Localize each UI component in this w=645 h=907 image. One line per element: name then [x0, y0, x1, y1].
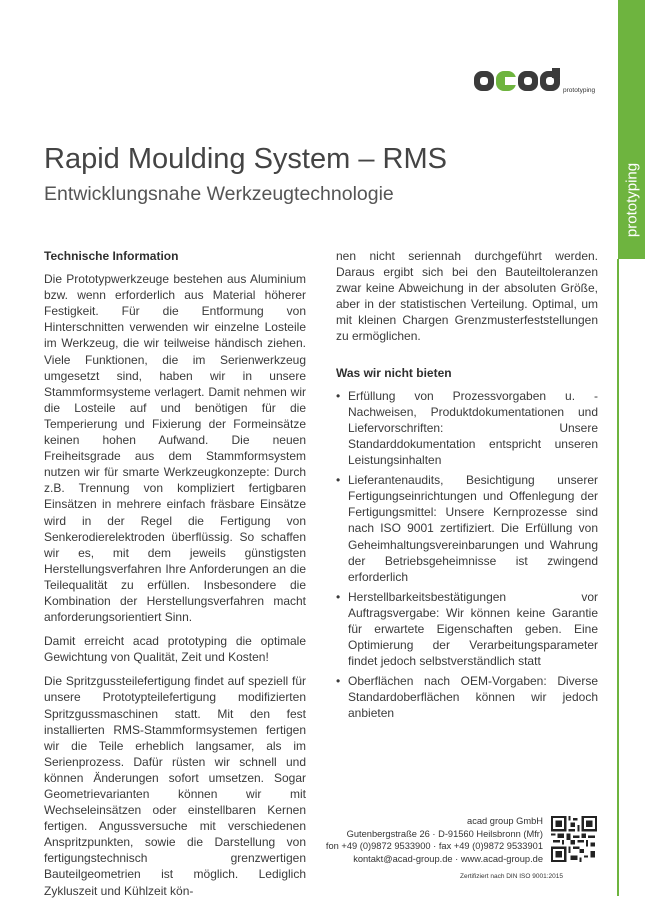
left-column	[44, 248, 306, 907]
side-tab	[618, 0, 645, 259]
page-subtitle: Entwicklungsnahe Werkzeugtechnologie	[44, 183, 394, 205]
logo-subtitle: prototyping	[563, 87, 596, 94]
paragraph: Die Prototypwerkzeuge bestehen aus Aluminium bzw. wenn erforderlich aus Material höherer Festigkeit. Für die Entformung von Hinterschnitten verwenden wir einzelne Losteile im Werkzeug, die wir teilweise händisch ziehen. Viele Funktionen, die im Serienwerkzeug umgesetzt sind, haben wir in unsere Stammformsysteme verlagert. Damit nehmen wir die Losteile auf und benötigen für die Temperierung und Fixierung der Formeinsätze keinen hohen Aufwand. Die neuen Freiheitsgrade aus dem Stammformsystem nutzen wir für smarte Werkzeugkonzepte: Durch z.B. Trennung von kompliziert fertigbaren Einsätzen in mehrere einfach fräsbare Einsätze wird in der Regel die Fertigung von Senkerodierelektroden überflüssig. So schaffen wir es, mit dem jeweils günstigsten Herstellungsverfahren Ihre Anforderungen an die Teilequalität zu erfüllen. Insbesondere die Kombination der Herstellungsverfahren macht anforderungsorientiert Sinn.	[44, 272, 306, 625]
qr-code-icon	[551, 816, 597, 862]
footer-contact-line: kontakt@acad-group.de · www.acad-group.de	[353, 853, 543, 864]
paragraph: Die Spritzgussteilefertigung findet auf speziell für unsere Prototypteilefertigung modifizierten Spritzgussmaschinen statt. Mit den fest installierten RMS-Stammformsystemen fertigen wir die Teile erheblich langsamer, als im Serienprozess. Dafür rüsten wir schnell und können Änderungen sofort umsetzen. Sogar Geometrievarianten können wir mit Wechseleinsätzen oder einstellbaren Kernen fertigen. Angussversuche mit verschiedenen Anspritzpunkten, sowie die Darstellung von fertigungstechnisch grenzwertigen Bauteilgeometrien ist möglich. Lediglich Zykluszeit und Kühlzeit kön-	[44, 674, 306, 898]
paragraph: Damit erreicht acad prototyping die optimale Gewichtung von Qualität, Zeit und Kosten!	[44, 634, 306, 665]
bullet-list	[336, 388, 598, 722]
list-item: • Herstellbarkeitsbestätigungen vor Auftragsvergabe: Wir können keine Garantie für erwartete Eigenschaften geben. Eine Optimierung der Verarbeitungsparameter findet jedoch selbstverständlich statt	[336, 589, 598, 669]
acad-logo	[474, 68, 602, 96]
page-title: Rapid Moulding System – RMS	[44, 143, 447, 175]
list-item: • Lieferantenaudits, Besichtigung unserer Fertigungseinrichtungen und Offenlegung der Fertigungsmittel: Unsere Kernprozesse sind nach ISO 9001 zertifiziert. Die Erfüllung von Geheimhaltungsvereinbarungen und Wahrung der Betriebsgeheimnisse ist zwingend erforderlich	[336, 472, 598, 585]
list-item: • Oberflächen nach OEM-Vorgaben: Diverse Standardoberflächen können wir jedoch anbieten	[336, 673, 598, 721]
side-accent-line	[617, 259, 619, 896]
footer-company: acad group GmbH	[467, 816, 543, 826]
section-heading-was-wir-nicht-bieten: Was wir nicht bieten	[336, 365, 452, 380]
section-heading-technische-information: Technische Information	[44, 249, 179, 263]
side-tab-label: prototyping	[623, 162, 640, 238]
certification-note: Zertifiziert nach DIN ISO 9001:2015	[460, 873, 563, 880]
footer-contact	[326, 815, 543, 865]
footer-phone: fon +49 (0)9872 9533900 · fax +49 (0)9872 9533901	[325, 841, 543, 852]
right-column	[336, 248, 598, 726]
acad-logo-mark	[474, 68, 562, 94]
paragraph: nen nicht seriennah durchgeführt werden. Daraus ergibt sich bei den Bauteiltoleranzen zwar keine Abweichung in der absoluten Größe, aber in der statistischen Verteilung. Optimal, um mit kleinen Chargen Grenzmusterfeststellungen zu ermöglichen.	[336, 249, 598, 344]
list-item: • Erfüllung von Prozessvorgaben u. -Nachweisen, Produktdokumentationen und Liefervorschriften: Unsere Standarddokumentation entspricht unseren Leistungsinhalten	[336, 388, 598, 468]
footer-address: Gutenbergstraße 26 · D-91560 Heilsbronn (Mfr)	[346, 828, 543, 839]
